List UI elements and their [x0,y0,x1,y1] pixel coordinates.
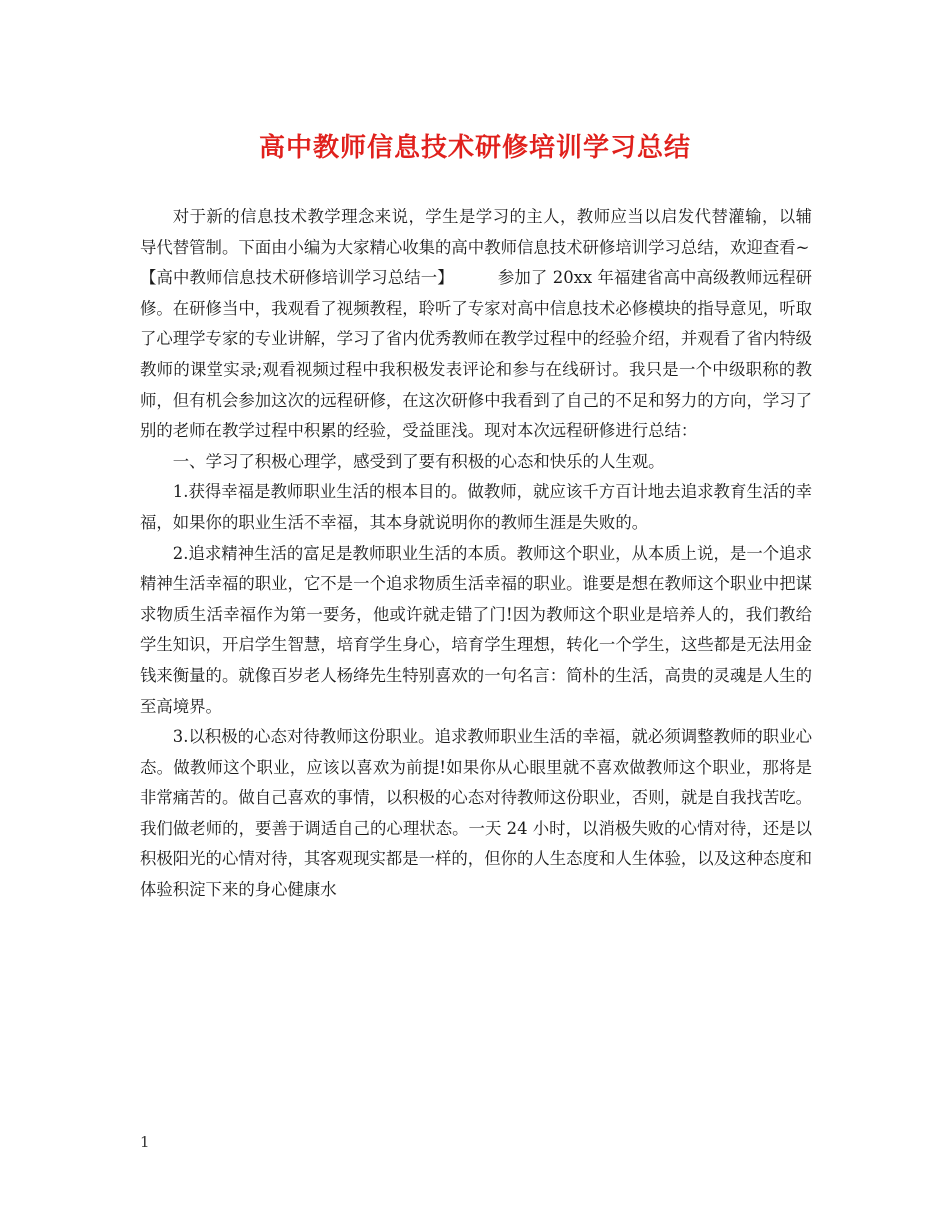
body-paragraph-4: 3.以积极的心态对待教师这份职业。追求教师职业生活的幸福，就必须调整教师的职业心态。做教师这个职业，应该以喜欢为前提!如果你从心眼里就不喜欢做教师这个职业，那将是非常痛苦的。做自己喜欢的事情，以积极的心态对待教师这份职业，否则，就是自我找苦吃。我们做老师的，要善于调适自己的心理状态。一天 24 小时，以消极失败的心情对待，还是以积极阳光的心情对待，其客观现实都是一样的，但你的人生态度和人生体验，以及这种态度和体验积淀下来的身心健康水 [140,727,813,900]
section-paragraph [140,263,812,447]
body-paragraph-2: 1.获得幸福是教师职业生活的根本目的。做教师，就应该千方百计地去追求教育生活的幸福，如果你的职业生活不幸福，其本身就说明你的教师生涯是失败的。 [140,482,812,532]
page-number: 1 [140,1133,150,1151]
body-paragraph-3: 2.追求精神生活的富足是教师职业生活的本质。教师这个职业，从本质上说，是一个追求精神生活幸福的职业，它不是一个追求物质生活幸福的职业。谁要是想在教师这个职业中把谋求物质生活幸福作为第一要务，他或许就走错了门!因为教师这个职业是培养人的，我们教给学生知识，开启学生智慧，培育学生身心，培育学生理想，转化一个学生，这些都是无法用金钱来衡量的。就像百岁老人杨绛先生特别喜欢的一句名言：简朴的生活，高贵的灵魂是人生的至高境界。 [140,543,813,716]
document-body [140,202,812,906]
intro-paragraph: 对于新的信息技术教学理念来说，学生是学习的主人，教师应当以启发代替灌输，以辅导代替管制。下面由小编为大家精心收集的高中教师信息技术研修培训学习总结，欢迎查看~ [140,207,812,257]
document-title: 高中教师信息技术研修培训学习总结 [258,133,691,163]
section-heading: 【高中教师信息技术研修培训学习总结一】 [140,268,454,288]
body-paragraph-1: 一、学习了积极心理学，感受到了要有积极的心态和快乐的人生观。 [172,451,665,471]
section-first-paragraph: 参加了 20xx 年福建省高中高级教师远程研修。在研修当中，我观看了视频教程，聆听了专家对高中信息技术必修模块的指导意见，听取了心理学专家的专业讲解，学习了省内优秀教师在教学过程中的经验介绍，并观看了省内特级教师的课堂实录;观看视频过程中我积极发表评论和参与在线研讨。我只是一个中级职称的教师，但有机会参加这次的远程研修，在这次研修中我看到了自己的不足和努力的方向，学习了别的老师在教学过程中积累的经验，受益匪浅。现对本次远程研修进行总结： [140,268,813,441]
